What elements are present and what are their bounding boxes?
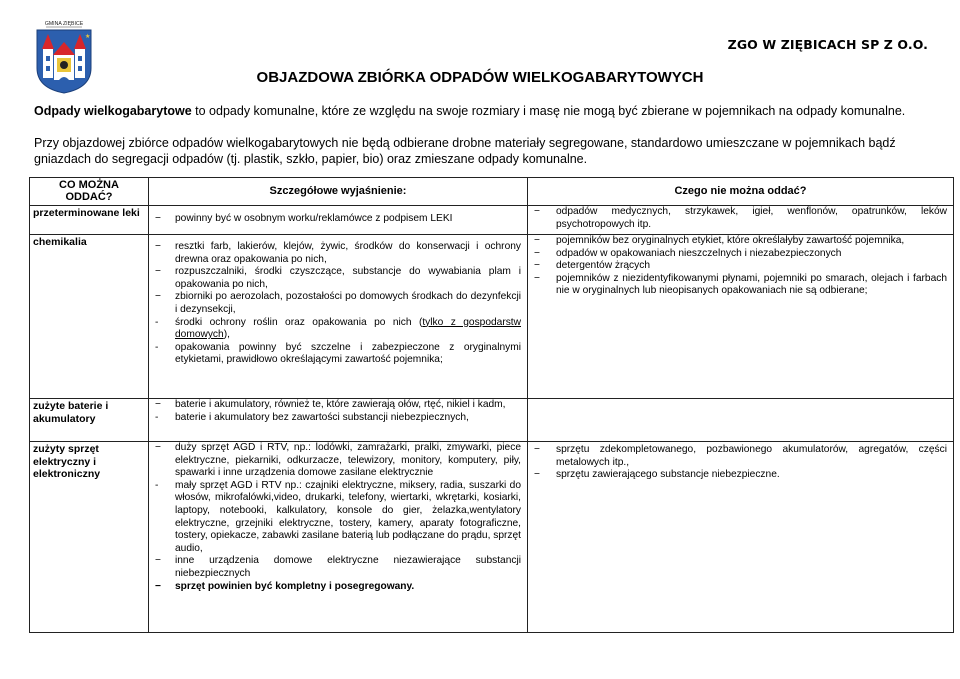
list-item: − duży sprzęt AGD i RTV, np.: lodówki, zamrażarki, pralki, zmywarki, piece elektryczne, piekarniki, odkurzacze, telewizory, monitory, komputery, piły, spawarki i inne urządzenia domowe zasilane elektrycznie [149, 442, 521, 480]
details-cell [149, 442, 528, 633]
column-header-details: Szczegółowe wyjaśnienie: [149, 178, 528, 206]
list-item: − odpadów w opakowaniach nieszczelnych i niezabezpieczonych [528, 248, 947, 261]
list-item: − rozpuszczalniki, środki czyszczące, substancje do wywabiania plam i opakowania po nich, [149, 266, 521, 291]
intro-term: Odpady wielkogabarytowe [34, 104, 192, 118]
category-cell: chemikalia [30, 235, 149, 399]
excluded-cell [528, 442, 954, 633]
crest-caption: GMINA ZIĘBICE [44, 21, 84, 27]
table-row [30, 399, 954, 442]
intro-definition [34, 103, 929, 119]
list-item: − detergentów żrących [528, 260, 947, 273]
svg-text:★: ★ [85, 34, 91, 40]
intro-definition-text: to odpady komunalne, które ze względu na swoje rozmiary i masę nie mogą być zbierane w pojemnikach na odpady komunalne. [191, 104, 906, 118]
column-header-excluded: Czego nie można oddać? [528, 178, 954, 206]
list-item-text-end: ), [223, 329, 230, 341]
table-header-row [30, 178, 954, 206]
list-item-text: środki ochrony roślin oraz opakowania po nich ( [175, 316, 423, 328]
details-cell [149, 399, 528, 442]
list-item: − sprzętu zawierającego substancje niebezpieczne. [528, 469, 947, 482]
category-cell: zużyte baterie i akumulatory [30, 399, 149, 442]
list-item: − sprzętu zdekompletowanego, pozbawionego akumulatorów, agregatów, części metalowych itp., [528, 444, 947, 469]
excluded-cell [528, 206, 954, 235]
list-item: − powinny być w osobnym worku/reklamówce z podpisem LEKI [149, 213, 521, 226]
list-item: − zbiorniki po aerozolach, pozostałości po domowych środkach do dezynfekcji i dezynsekcji, [149, 291, 521, 316]
list-item: − pojemników bez oryginalnych etykiet, które określałyby zawartość pojemnika, [528, 235, 947, 248]
excluded-cell [528, 399, 954, 442]
list-item: − pojemników z niezidentyfikowanymi płynami, pojemniki po smarach, olejach i farbach nie w oryginalnych lub nieopisanych opakowaniach nie są odbierane; [528, 273, 947, 298]
company-name: ZGO W ZIĘBICACH SP Z O.O. [727, 37, 928, 52]
category-cell: zużyty sprzęt elektryczny i elektroniczny [30, 442, 149, 633]
column-header-category: CO MOŻNA ODDAĆ? [30, 178, 149, 206]
list-item: − inne urządzenia domowe elektryczne niezawierające substancji niebezpiecznych [149, 555, 521, 580]
table-row [30, 206, 954, 235]
list-item: − resztki farb, lakierów, klejów, żywic, środków do konserwacji i ochrony drewna oraz opakowania po nich, [149, 241, 521, 266]
list-item: − odpadów medycznych, strzykawek, igieł, wenflonów, opatrunków, leków psychotropowych itp. [528, 206, 947, 231]
list-item [149, 317, 521, 342]
waste-table [29, 177, 954, 633]
category-cell: przeterminowane leki [30, 206, 149, 235]
list-item: - mały sprzęt AGD i RTV np.: czajniki elektryczne, miksery, radia, suszarki do włosów, mikrofalówki,video, drukarki, telefony, wiertarki, wkrętarki, kosiarki, laptopy, notebooki, kalkulatory, konsole do gier, żelazka,wentylatory elektryczne, grzejniki elektryczne, tostery, kamery, aparaty fotograficzne, tostery, opiekacze, zabawki zasilane baterią lub podłączane do prądu, sprzęt audio, [149, 480, 521, 556]
list-item: - baterie i akumulatory bez zawartości substancji niebezpiecznych, [149, 412, 521, 425]
underlined-note: tylko z gospodarstw domowych [175, 316, 521, 341]
table-row [30, 235, 954, 399]
details-cell [149, 235, 528, 399]
excluded-cell [528, 235, 954, 399]
list-item: - opakowania powinny być szczelne i zabezpieczone z oryginalnymi etykietami, prawidłowo określającymi zawartość pojemnika; [149, 342, 521, 367]
page-title: OBJAZDOWA ZBIÓRKA ODPADÓW WIELKOGABARYTOWYCH [256, 69, 704, 86]
table-row [30, 442, 954, 633]
details-cell [149, 206, 528, 235]
list-item: − sprzęt powinien być kompletny i posegregowany. [149, 581, 521, 594]
list-item: − baterie i akumulatory, również te, które zawierają ołów, rtęć, nikiel i kadm, [149, 399, 521, 412]
intro-note: Przy objazdowej zbiórce odpadów wielkogabarytowych nie będą odbierane drobne materiały segregowane, standardowo umieszczane w pojemnikach bądź gniazdach do segregacji odpadów (tj. plastik, szkło, papier, bio) oraz zmieszane odpady komunalne. [34, 136, 896, 166]
